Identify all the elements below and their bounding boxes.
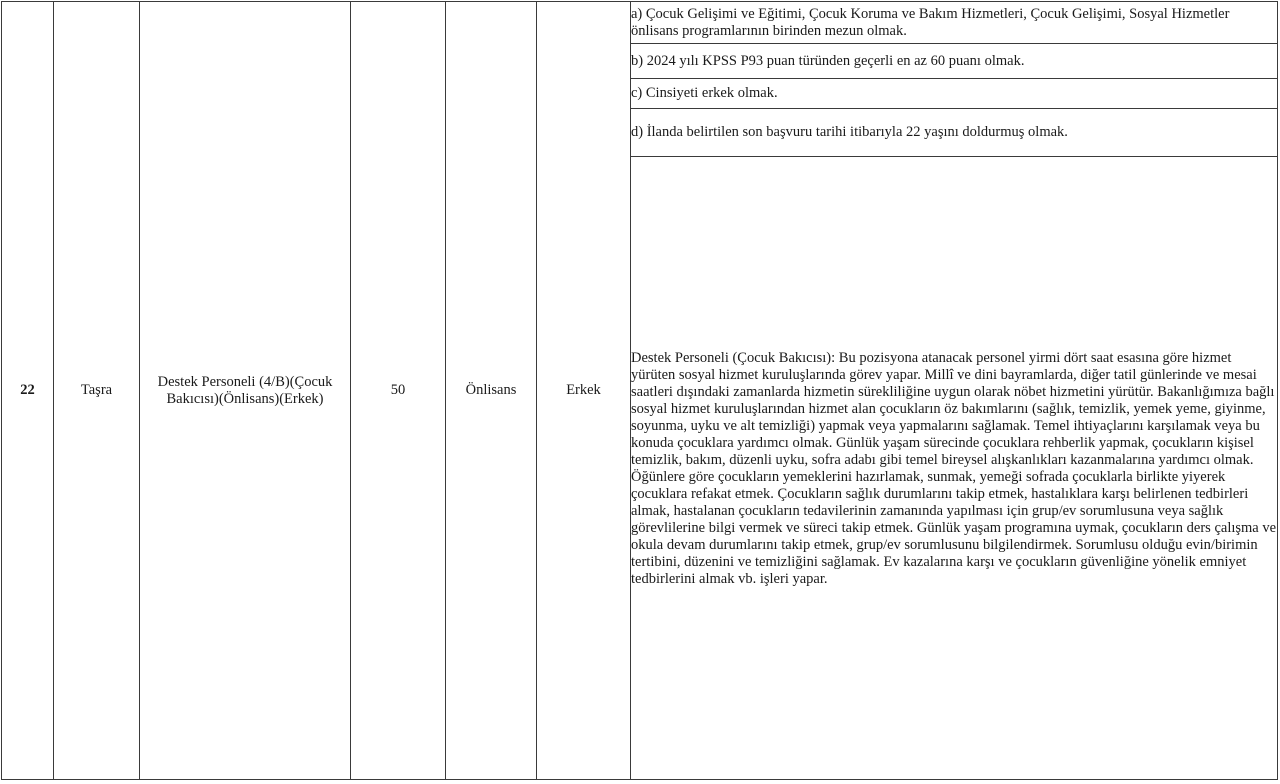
gender-cell: Erkek	[537, 2, 631, 780]
quota-cell: 50	[351, 2, 446, 780]
position-title: Destek Personeli (4/B)(Çocuk Bakıcısı)(Önlisans)(Erkek)	[140, 2, 351, 780]
education-cell: Önlisans	[446, 2, 537, 780]
requirement-c: c) Cinsiyeti erkek olmak.	[631, 79, 1278, 109]
requirement-a: a) Çocuk Gelişimi ve Eğitimi, Çocuk Koruma ve Bakım Hizmetleri, Çocuk Gelişimi, Sosyal Hizmetler önlisans programlarının birinden mezun olmak.	[631, 2, 1278, 44]
position-description-cell	[631, 157, 1278, 780]
requirement-d: d) İlanda belirtilen son başvuru tarihi itibarıyla 22 yaşını doldurmuş olmak.	[631, 109, 1278, 157]
location-cell: Taşra	[54, 2, 140, 780]
row-number: 22	[2, 2, 54, 780]
position-description: Destek Personeli (Çocuk Bakıcısı): Bu pozisyona atanacak personel yirmi dört saat esasına göre hizmet yürüten sosyal hizmet kuruluşlarında görev yapar. Millî ve dini bayramlarda, diğer tatil günlerinde ve mesai saatleri dışındaki zamanlarda hizmetin sürekliliğine uygun olarak nöbet hizmetini yürütür. Bakanlığımıza bağlı sosyal hizmet kuruluşlarından hizmet alan çocukların öz bakımlarını (sağlık, temizlik, yemek yeme, giyinme, soyunma, uyku ve alt temizliği) yapmak veya yapmalarını sağlamak. Temel ihtiyaçlarını karşılamak veya bu konuda çocuklara yardımcı olmak. Günlük yaşam sürecinde çocuklara rehberlik yapmak, çocukların kişisel temizlik, bakım, düzenli uyku, sofra adabı gibi temel bireysel alışkanlıkları kazanmalarına yardımcı olmak. Öğünlere göre çocukların yemeklerini hazırlamak, sunmak, yemeği sofrada çocuklarla birlikte yiyerek çocuklara refakat etmek. Çocukların sağlık durumlarını takip etmek, hastalıklara karşı belirlenen tedbirleri almak, hastalanan çocukların tedavilerinin zamanında yapılması için grup/ev sorumlusuna veya sağlık görevlilerine bilgi vermek ve süreci takip etmek. Günlük yaşam programına uymak, çocukların ders çalışma ve okula devam durumlarını takip etmek, grup/ev sorumlusunu bilgilendirmek. Sorumlusu olduğu evin/birimin tertibini, düzenini ve temizliğini sağlamak. Ev kazalarına karşı ve çocukların güvenliğine yönelik emniyet tedbirlerini almak vb. işleri yapar.	[631, 350, 1277, 587]
position-table	[1, 1, 1278, 780]
requirement-b: b) 2024 yılı KPSS P93 puan türünden geçerli en az 60 puanı olmak.	[631, 44, 1278, 79]
table-row	[2, 2, 1278, 44]
